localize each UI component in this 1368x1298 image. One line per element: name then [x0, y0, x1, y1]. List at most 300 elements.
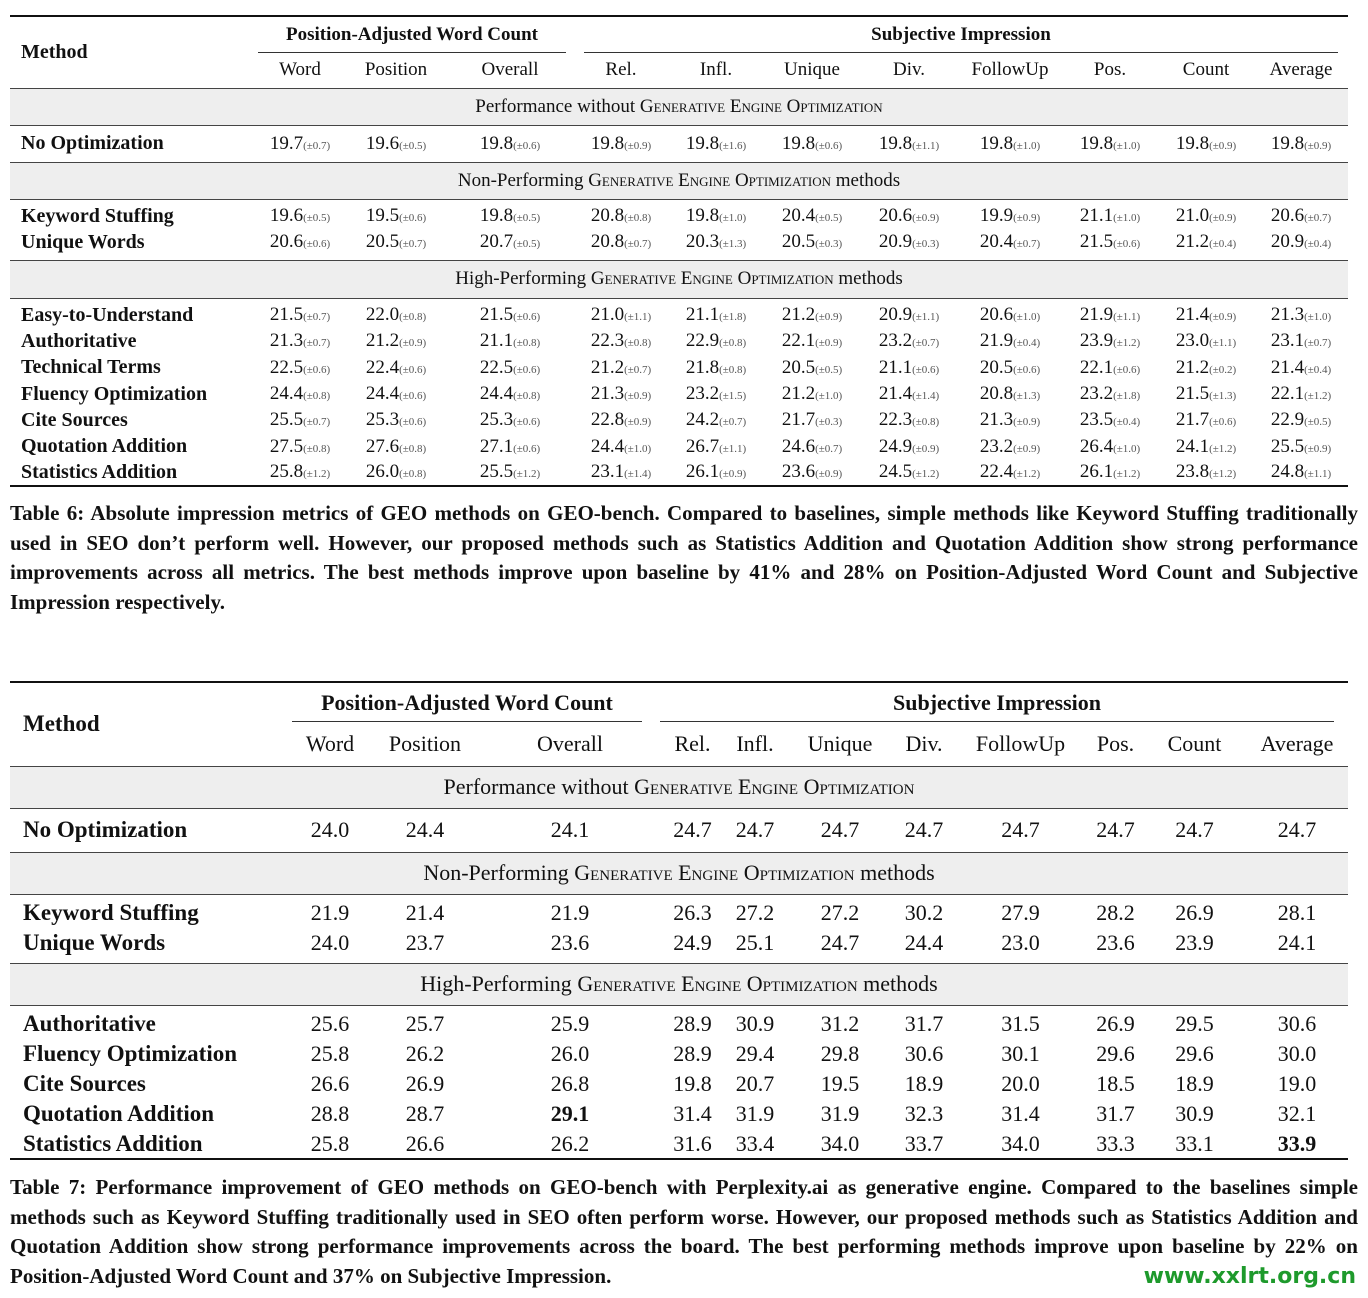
- cell-value: 20.9: [878, 304, 913, 326]
- cell-value: 25.3: [479, 409, 514, 431]
- cell-std-dev: (±0.9): [1209, 311, 1237, 324]
- cell-std-dev: (±0.9): [1304, 442, 1332, 455]
- cell-followup: [953, 1099, 1088, 1129]
- cell-rel: [574, 460, 668, 486]
- section-label-prefix: Performance without: [475, 95, 640, 117]
- cell-std-dev: (±0.6): [513, 416, 541, 429]
- cell-infl: [668, 460, 764, 486]
- cell-infl: [725, 1069, 785, 1099]
- cell-std-dev: (±0.7): [1304, 212, 1332, 224]
- table-7: [10, 681, 1348, 1160]
- cell-value: 23.0: [1175, 330, 1210, 352]
- cell-value: 20.8: [590, 205, 625, 226]
- cell-std-dev: (±0.7): [912, 337, 940, 350]
- cell-std-dev: (±1.0): [1013, 311, 1041, 324]
- cell-std-dev: (±0.6): [513, 311, 541, 324]
- cell-followup: [953, 1129, 1088, 1159]
- cell-position: [370, 1009, 480, 1039]
- cell-value: 26.9: [405, 1071, 445, 1096]
- cell-pos: [1088, 1069, 1143, 1099]
- cell-value: 21.5: [269, 304, 304, 326]
- cell-pos: [1062, 203, 1158, 229]
- cell-word: [290, 1039, 370, 1069]
- cell-rel: [660, 1039, 725, 1069]
- cell-std-dev: (±1.2): [1209, 468, 1237, 481]
- cell-std-dev: (±1.3): [1209, 390, 1237, 403]
- column-header-average: Average: [1260, 730, 1334, 756]
- cell-std-dev: (±0.3): [815, 238, 843, 250]
- column-header-position: Position: [364, 59, 428, 81]
- cell-value: 26.7: [685, 435, 720, 457]
- cell-value: 23.6: [781, 461, 816, 483]
- cell-position: [370, 1129, 480, 1159]
- section-baseline: [10, 766, 1348, 808]
- cell-unique: [785, 811, 895, 849]
- cell-value: 32.1: [1277, 1101, 1317, 1126]
- cell-pos: [1088, 1009, 1143, 1039]
- cell-value: 20.8: [590, 231, 625, 252]
- cell-average: [1254, 328, 1348, 354]
- cell-value: 20.6: [979, 304, 1014, 326]
- cell-value: 20.5: [365, 231, 400, 252]
- method-name: Authoritative: [21, 329, 137, 352]
- cell-infl: [725, 1129, 785, 1159]
- cell-count: [1143, 1069, 1246, 1099]
- cell-value: 26.3: [673, 900, 712, 925]
- cell-average: [1254, 128, 1348, 159]
- cell-rel: [660, 1099, 725, 1129]
- cell-std-dev: (±1.2): [1113, 337, 1141, 350]
- cell-std-dev: (±1.2): [303, 468, 331, 481]
- method-header: Method: [10, 682, 290, 766]
- cell-value: 27.9: [1001, 900, 1040, 925]
- table-row-cite-sources: [10, 1069, 1348, 1099]
- cell-value: 22.9: [685, 330, 720, 352]
- cell-value: 21.1: [685, 304, 720, 326]
- cell-count: [1143, 811, 1246, 849]
- cell-overall: [446, 381, 574, 407]
- cell-std-dev: (±1.2): [1209, 442, 1237, 455]
- cell-std-dev: (±0.6): [1113, 363, 1141, 376]
- cell-followup: [958, 381, 1062, 407]
- cell-rel: [574, 229, 668, 255]
- cell-count: [1158, 229, 1254, 255]
- cell-pos: [1088, 1129, 1143, 1159]
- cell-pos: [1062, 460, 1158, 486]
- cell-pos: [1062, 355, 1158, 381]
- cell-rel: [660, 1069, 725, 1099]
- cell-value: 20.5: [781, 356, 816, 378]
- cell-value: 31.7: [904, 1011, 944, 1036]
- cell-div: [895, 898, 953, 928]
- cell-value: 25.5: [1270, 435, 1305, 457]
- group-header-subjective: Subjective Impression: [584, 24, 1338, 53]
- cell-pos: [1062, 128, 1158, 159]
- section-label-prefix: High-Performing: [420, 971, 578, 996]
- cell-value: 22.4: [979, 461, 1014, 483]
- cell-value: 24.7: [673, 817, 712, 842]
- cell-value: 19.8: [781, 132, 816, 154]
- cell-value: 21.4: [1270, 356, 1305, 378]
- cell-std-dev: (±0.2): [1209, 363, 1237, 376]
- cell-average: [1246, 1069, 1348, 1099]
- column-header-followup: FollowUp: [975, 730, 1066, 756]
- cell-std-dev: (±0.9): [815, 311, 843, 324]
- cell-value: 31.5: [1001, 1011, 1040, 1036]
- cell-std-dev: (±1.5): [719, 390, 747, 403]
- cell-std-dev: (±1.0): [719, 212, 747, 224]
- cell-std-dev: (±1.3): [719, 238, 747, 250]
- cell-value: 30.0: [1277, 1041, 1317, 1066]
- cell-value: 24.0: [310, 817, 350, 842]
- cell-followup: [958, 128, 1062, 159]
- group-header-pawc: Position-Adjusted Word Count: [258, 24, 566, 53]
- cell-std-dev: (±0.5): [513, 212, 541, 224]
- cell-value: 20.0: [1001, 1071, 1040, 1096]
- cell-value: 21.2: [590, 356, 625, 378]
- cell-std-dev: (±0.5): [815, 212, 843, 224]
- cell-value: 28.2: [1096, 900, 1135, 925]
- cell-followup: [958, 229, 1062, 255]
- cell-value: 21.9: [550, 900, 590, 925]
- cell-infl: [668, 229, 764, 255]
- cell-rel: [660, 811, 725, 849]
- section-label-prefix: Non-Performing: [457, 169, 589, 191]
- cell-value: 21.0: [590, 304, 625, 326]
- cell-std-dev: (±1.4): [912, 390, 940, 403]
- cell-value: 21.1: [878, 356, 913, 378]
- cell-value: 31.2: [820, 1011, 860, 1036]
- cell-average: [1254, 460, 1348, 486]
- cell-average: [1254, 355, 1348, 381]
- cell-pos: [1062, 381, 1158, 407]
- column-header-pos: Pos.: [1096, 730, 1135, 756]
- cell-word: [254, 229, 346, 255]
- cell-std-dev: (±1.0): [815, 390, 843, 403]
- cell-value: 26.9: [1175, 900, 1214, 925]
- cell-div: [860, 381, 958, 407]
- cell-value: 26.8: [550, 1071, 590, 1096]
- cell-overall: [446, 302, 574, 328]
- cell-std-dev: (±0.9): [912, 442, 940, 455]
- table-row-easy-to-understand: [10, 302, 1348, 328]
- table-row-no-optimization: [10, 128, 1348, 159]
- cell-value: 28.1: [1277, 900, 1317, 925]
- cell-word: [254, 203, 346, 229]
- cell-rel: [574, 203, 668, 229]
- cell-value: 34.0: [1001, 1130, 1040, 1156]
- cell-value: 20.5: [979, 356, 1014, 378]
- cell-unique: [764, 302, 860, 328]
- cell-value: 24.5: [878, 461, 913, 483]
- table-row-technical-terms: [10, 355, 1348, 381]
- cell-value: 20.4: [781, 205, 816, 226]
- cell-std-dev: (±0.9): [1013, 212, 1041, 224]
- table-row-fluency-optimization: [10, 381, 1348, 407]
- cell-followup: [958, 460, 1062, 486]
- cell-overall: [480, 898, 660, 928]
- section-non-performing: [10, 162, 1348, 199]
- cell-overall: [446, 407, 574, 433]
- cell-pos: [1088, 1039, 1143, 1069]
- cell-std-dev: (±0.9): [719, 468, 747, 481]
- cell-value: 21.5: [1079, 231, 1114, 252]
- cell-word: [254, 128, 346, 159]
- cell-value: 26.0: [550, 1041, 590, 1066]
- cell-word: [290, 1129, 370, 1159]
- cell-std-dev: (±1.1): [719, 442, 747, 455]
- cell-value: 19.8: [685, 132, 720, 154]
- cell-overall: [480, 1069, 660, 1099]
- cell-value: 25.3: [365, 409, 400, 431]
- cell-rel: [660, 928, 725, 958]
- cell-value: 24.0: [310, 930, 350, 955]
- table-row-statistics-addition: [10, 460, 1348, 486]
- cell-followup: [953, 928, 1088, 958]
- cell-std-dev: (±1.1): [1113, 311, 1141, 324]
- cell-value: 29.6: [1175, 1041, 1214, 1066]
- cell-pos: [1062, 433, 1158, 459]
- column-header-average: Average: [1269, 59, 1333, 81]
- cell-rel: [574, 433, 668, 459]
- section-label-suffix: methods: [854, 860, 935, 885]
- cell-value: 23.7: [405, 930, 445, 955]
- cell-std-dev: (±1.2): [1304, 390, 1332, 403]
- cell-value: 26.0: [365, 461, 400, 483]
- cell-value: 31.6: [673, 1130, 712, 1156]
- cell-std-dev: (±0.4): [1209, 238, 1237, 250]
- table-row-keyword-stuffing: [10, 898, 1348, 928]
- cell-std-dev: (±0.6): [912, 363, 940, 376]
- cell-value: 22.4: [365, 356, 400, 378]
- cell-value: 18.9: [904, 1071, 944, 1096]
- cell-word: [290, 1069, 370, 1099]
- cell-std-dev: (±0.9): [815, 337, 843, 350]
- cell-value: 31.9: [735, 1101, 775, 1126]
- cell-average: [1254, 407, 1348, 433]
- cell-std-dev: (±0.6): [1113, 238, 1141, 250]
- cell-rel: [574, 328, 668, 354]
- cell-count: [1158, 407, 1254, 433]
- cell-value: 22.5: [269, 356, 304, 378]
- cell-count: [1158, 355, 1254, 381]
- column-header-count: Count: [1182, 59, 1230, 81]
- cell-value: 19.6: [269, 205, 304, 226]
- table-row-quotation-addition: [10, 433, 1348, 459]
- cell-average: [1246, 928, 1348, 958]
- cell-std-dev: (±0.7): [1013, 238, 1041, 250]
- cell-value: 21.4: [405, 900, 445, 925]
- cell-value: 24.7: [1001, 817, 1040, 842]
- cell-std-dev: (±0.9): [1209, 212, 1237, 224]
- cell-word: [290, 1099, 370, 1129]
- cell-std-dev: (±0.6): [513, 139, 541, 152]
- column-header-overall: Overall: [537, 730, 603, 756]
- cell-value: 19.9: [979, 205, 1014, 226]
- cell-overall: [446, 328, 574, 354]
- cell-std-dev: (±0.6): [513, 442, 541, 455]
- cell-value: 27.2: [820, 900, 860, 925]
- cell-unique: [785, 898, 895, 928]
- cell-overall: [480, 1129, 660, 1159]
- cell-count: [1158, 433, 1254, 459]
- cell-infl: [725, 928, 785, 958]
- cell-value: 21.4: [878, 383, 913, 405]
- group-header-subjective: Subjective Impression: [660, 690, 1334, 722]
- cell-std-dev: (±0.4): [1304, 238, 1332, 250]
- cell-value: 26.4: [1079, 435, 1114, 457]
- cell-value: 24.9: [673, 930, 712, 955]
- cell-value: 20.6: [269, 231, 304, 252]
- cell-infl: [668, 407, 764, 433]
- cell-pos: [1088, 811, 1143, 849]
- method-name: Easy-to-Understand: [21, 303, 194, 326]
- cell-count: [1143, 1009, 1246, 1039]
- cell-value: 18.5: [1096, 1071, 1135, 1096]
- cell-std-dev: (±0.7): [624, 238, 652, 250]
- cell-value: 23.1: [1270, 330, 1305, 352]
- cell-value: 25.6: [310, 1011, 350, 1036]
- cell-average: [1254, 229, 1348, 255]
- cell-value: 26.2: [405, 1041, 445, 1066]
- cell-std-dev: (±1.8): [719, 311, 747, 324]
- cell-position: [346, 460, 446, 486]
- cell-unique: [785, 1129, 895, 1159]
- cell-std-dev: (±1.2): [1013, 468, 1041, 481]
- cell-infl: [725, 898, 785, 928]
- cell-overall: [446, 203, 574, 229]
- cell-average: [1254, 302, 1348, 328]
- cell-value: 23.6: [1096, 930, 1135, 955]
- cell-value: 25.7: [405, 1011, 445, 1036]
- cell-overall: [480, 811, 660, 849]
- cell-value: 21.2: [781, 304, 816, 326]
- column-header-followup: FollowUp: [971, 59, 1049, 81]
- cell-value: 29.1: [550, 1101, 590, 1126]
- table-6: [10, 15, 1348, 487]
- section-label-suffix: methods: [831, 169, 901, 191]
- cell-value: 19.8: [479, 132, 514, 154]
- cell-count: [1158, 128, 1254, 159]
- cell-value: 21.2: [1175, 231, 1210, 252]
- cell-followup: [958, 355, 1062, 381]
- cell-followup: [958, 203, 1062, 229]
- cell-value: 20.6: [1270, 205, 1305, 226]
- method-name: Quotation Addition: [23, 1101, 215, 1126]
- cell-value: 24.7: [904, 817, 944, 842]
- cell-value: 23.8: [1175, 461, 1210, 483]
- cell-std-dev: (±0.8): [303, 390, 331, 403]
- cell-std-dev: (±0.7): [815, 442, 843, 455]
- cell-pos: [1062, 229, 1158, 255]
- section-label-geo: Generative Engine Optimization: [639, 95, 883, 117]
- cell-value: 21.9: [1079, 304, 1114, 326]
- cell-div: [860, 302, 958, 328]
- section-label-prefix: High-Performing: [455, 268, 591, 289]
- cell-value: 19.8: [673, 1071, 712, 1096]
- method-name: Fluency Optimization: [21, 382, 208, 405]
- cell-value: 26.9: [1096, 1011, 1135, 1036]
- cell-overall: [446, 433, 574, 459]
- cell-unique: [785, 1039, 895, 1069]
- cell-value: 30.1: [1001, 1041, 1040, 1066]
- cell-std-dev: (±1.2): [1113, 468, 1141, 481]
- cell-std-dev: (±0.5): [513, 238, 541, 250]
- cell-unique: [764, 460, 860, 486]
- column-header-infl: Infl.: [736, 730, 774, 756]
- cell-value: 33.7: [904, 1130, 944, 1156]
- cell-value: 24.2: [685, 409, 720, 431]
- cell-pos: [1062, 407, 1158, 433]
- cell-value: 24.4: [904, 930, 944, 955]
- cell-std-dev: (±0.4): [1013, 337, 1041, 350]
- cell-std-dev: (±1.8): [1113, 390, 1141, 403]
- cell-value: 22.1: [781, 330, 816, 352]
- cell-value: 24.4: [269, 383, 304, 405]
- cell-position: [346, 302, 446, 328]
- method-name: Statistics Addition: [10, 1129, 290, 1159]
- cell-position: [370, 898, 480, 928]
- cell-value: 24.7: [1175, 817, 1214, 842]
- column-header-unique: Unique: [784, 59, 840, 81]
- cell-std-dev: (±0.7): [399, 238, 427, 250]
- cell-average: [1246, 1099, 1348, 1129]
- cell-rel: [574, 355, 668, 381]
- cell-value: 25.1: [735, 930, 775, 955]
- cell-followup: [958, 328, 1062, 354]
- cell-value: 19.7: [269, 132, 304, 154]
- cell-infl: [725, 1039, 785, 1069]
- cell-value: 30.6: [904, 1041, 944, 1066]
- cell-value: 21.3: [590, 383, 625, 405]
- table-row-unique-words: [10, 928, 1348, 958]
- cell-std-dev: (±1.1): [912, 311, 940, 324]
- method-name: No Optimization: [23, 817, 188, 842]
- cell-overall: [480, 1099, 660, 1129]
- cell-average: [1254, 203, 1348, 229]
- cell-std-dev: (±0.4): [1113, 416, 1141, 429]
- section-high-performing: [10, 260, 1348, 298]
- cell-count: [1143, 1129, 1246, 1159]
- cell-div: [860, 407, 958, 433]
- cell-std-dev: (±0.8): [912, 416, 940, 429]
- cell-div: [860, 433, 958, 459]
- cell-div: [895, 811, 953, 849]
- column-header-pos: Pos.: [1093, 59, 1127, 81]
- cell-position: [346, 381, 446, 407]
- section-label-suffix: methods: [833, 268, 903, 289]
- cell-value: 21.2: [365, 330, 400, 352]
- cell-value: 21.2: [781, 383, 816, 405]
- cell-value: 19.8: [1270, 132, 1305, 154]
- cell-value: 21.7: [781, 409, 816, 431]
- cell-infl: [668, 328, 764, 354]
- cell-value: 19.8: [979, 132, 1014, 154]
- cell-value: 24.4: [365, 383, 400, 405]
- method-name: Cite Sources: [23, 1071, 146, 1096]
- section-baseline: [10, 88, 1348, 125]
- cell-std-dev: (±0.6): [399, 212, 427, 224]
- cell-word: [254, 407, 346, 433]
- cell-count: [1158, 302, 1254, 328]
- cell-value: 22.0: [365, 304, 400, 326]
- cell-average: [1246, 1009, 1348, 1039]
- column-header-word: Word: [279, 59, 321, 81]
- cell-word: [290, 928, 370, 958]
- cell-value: 27.2: [735, 900, 775, 925]
- cell-value: 19.8: [479, 205, 514, 226]
- cell-div: [860, 460, 958, 486]
